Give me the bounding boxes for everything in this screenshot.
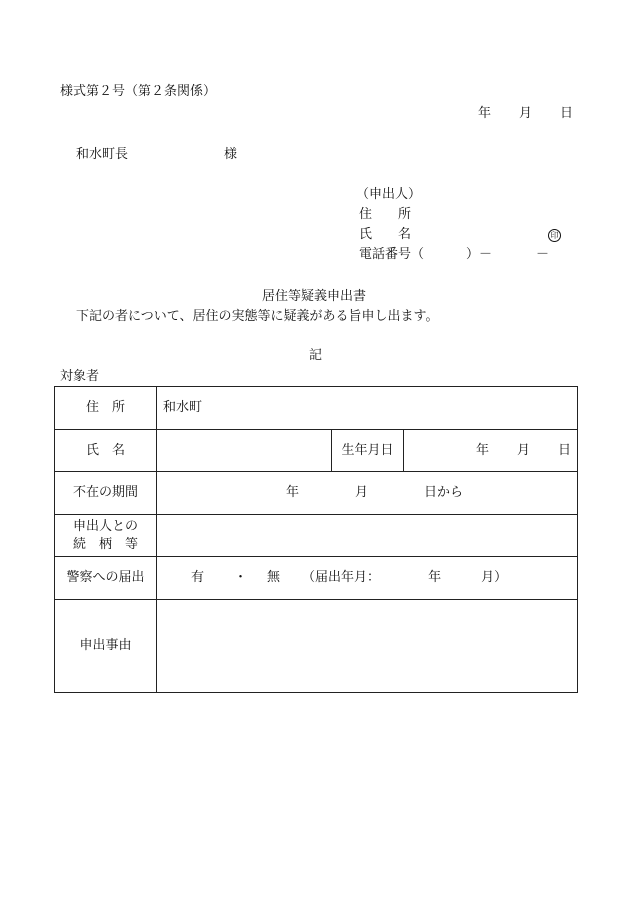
applicant-phone-label: 電話番号（ xyxy=(359,247,425,262)
name-value[interactable] xyxy=(157,430,332,472)
relation-value[interactable] xyxy=(157,515,578,557)
row-name xyxy=(55,430,578,472)
seal-icon xyxy=(548,227,561,243)
row-relation xyxy=(55,515,578,557)
absence-label: 不在の期間 xyxy=(55,472,157,515)
birth-year: 年 xyxy=(476,442,490,458)
addressee-name: 和水町長 xyxy=(76,147,129,162)
document-body: 下記の者について、居住の実態等に疑義がある旨申し出ます。 xyxy=(76,309,439,324)
police-year: 年 xyxy=(428,570,442,585)
ki-mark: 記 xyxy=(309,348,323,363)
relation-label-line2: 続 柄 等 xyxy=(72,536,138,552)
reason-value[interactable] xyxy=(157,600,578,693)
row-address xyxy=(55,387,578,430)
target-label: 対象者 xyxy=(60,369,100,384)
absence-value[interactable] xyxy=(157,472,578,515)
applicant-heading: （申出人） xyxy=(356,187,422,202)
target-table xyxy=(54,386,578,693)
birth-month: 月 xyxy=(517,442,531,458)
police-month: 月） xyxy=(481,570,508,585)
police-no[interactable]: 無 xyxy=(267,570,281,585)
police-date-open: （届出年月： xyxy=(302,570,381,585)
applicant-name-label: 氏 名 xyxy=(359,227,412,242)
birth-label: 生年月日 xyxy=(332,430,404,472)
reason-label: 申出事由 xyxy=(55,600,157,693)
relation-label xyxy=(55,515,157,557)
document-title: 居住等疑義申出書 xyxy=(262,289,367,304)
applicant-phone-dash: － xyxy=(536,247,550,262)
absence-month: 月 xyxy=(355,485,369,500)
row-police xyxy=(55,557,578,600)
address-value[interactable]: 和水町 xyxy=(157,387,578,430)
police-yes[interactable]: 有 xyxy=(191,570,205,585)
form-number: 様式第２号（第２条関係） xyxy=(60,84,217,99)
address-label: 住 所 xyxy=(55,387,157,430)
birth-day: 日 xyxy=(558,442,572,458)
seal-mark: 印 xyxy=(548,229,561,242)
date-year: 年 xyxy=(478,106,492,121)
police-value[interactable] xyxy=(157,557,578,600)
name-label: 氏 名 xyxy=(55,430,157,472)
birth-value[interactable] xyxy=(404,430,578,472)
absence-year: 年 xyxy=(286,485,300,500)
police-dot: ・ xyxy=(234,570,248,585)
applicant-phone-close: ）－ xyxy=(466,247,493,262)
row-reason xyxy=(55,600,578,693)
date-month: 月 xyxy=(519,106,533,121)
row-absence xyxy=(55,472,578,515)
date-day: 日 xyxy=(560,106,574,121)
relation-label-line1: 申出人との xyxy=(72,518,138,534)
police-label: 警察への届出 xyxy=(55,557,157,600)
applicant-address-label: 住 所 xyxy=(359,207,412,222)
absence-from: 日から xyxy=(424,485,464,500)
addressee-honorific: 様 xyxy=(224,147,238,162)
